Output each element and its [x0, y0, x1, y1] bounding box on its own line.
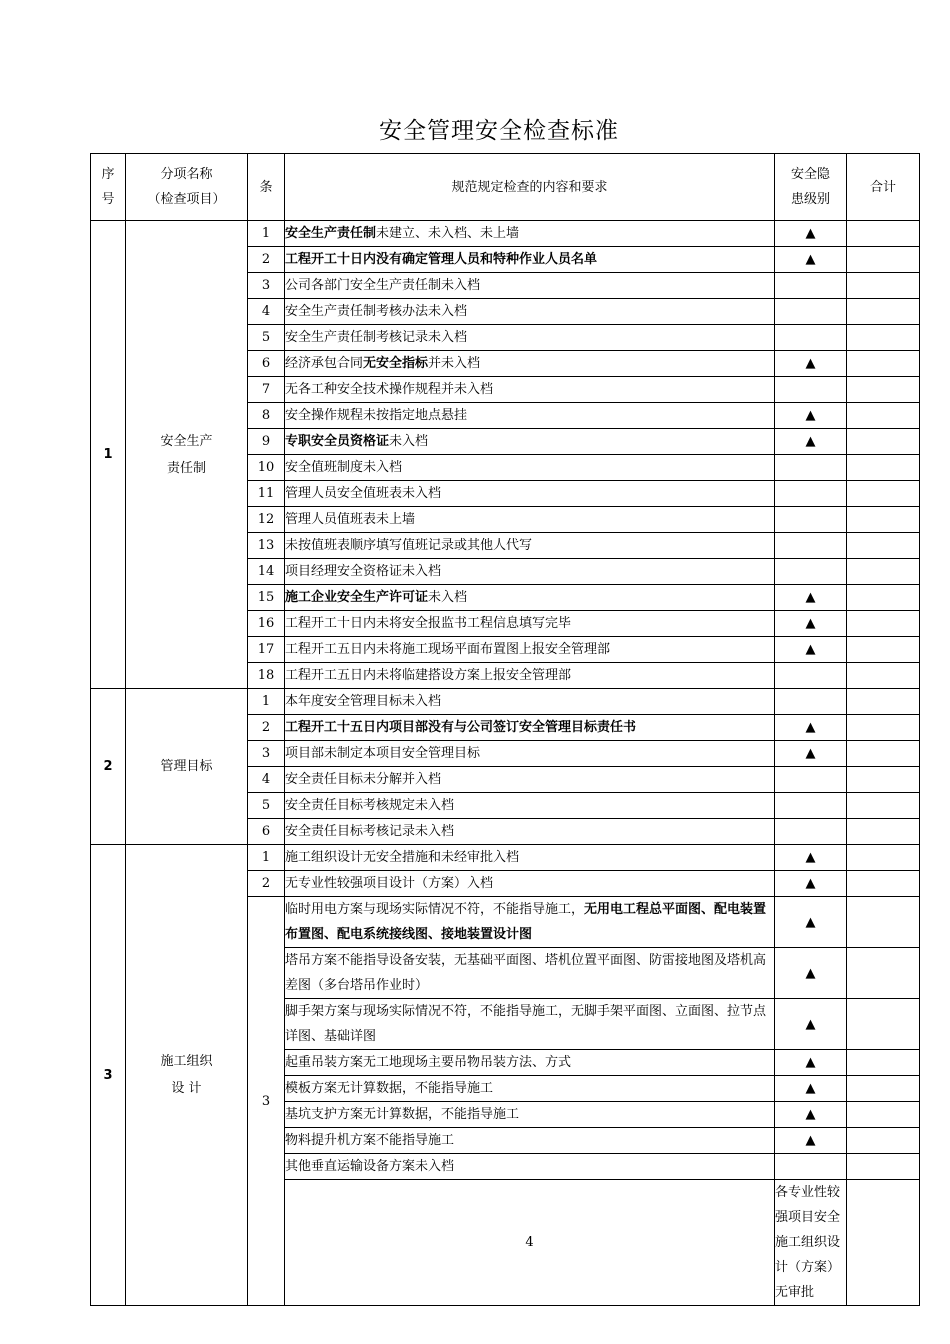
- clause-number: 10: [248, 455, 285, 481]
- requirement-fragment: 安全责任目标考核记录未入档: [285, 824, 455, 839]
- requirement-text: [285, 429, 775, 455]
- hazard-level-mark: [775, 1102, 847, 1128]
- requirement-text: [285, 637, 775, 663]
- triangle-marker-icon: ▲: [805, 1133, 816, 1148]
- total-cell: [847, 741, 920, 767]
- hazard-level-mark: [775, 325, 847, 351]
- total-cell: [847, 533, 920, 559]
- clause-number: 13: [248, 533, 285, 559]
- section-name: [126, 221, 248, 689]
- requirement-text: [285, 325, 775, 351]
- total-cell: [847, 845, 920, 871]
- hazard-level-mark: [775, 1128, 847, 1154]
- section-name-line: 安全生产: [160, 433, 213, 449]
- hazard-level-mark: [775, 1050, 847, 1076]
- hazard-level-mark: [775, 663, 847, 689]
- hazard-level-mark: [775, 715, 847, 741]
- clause-number: 14: [248, 559, 285, 585]
- table-row: [91, 689, 920, 715]
- triangle-marker-icon: ▲: [805, 720, 816, 735]
- requirement-text: [285, 741, 775, 767]
- total-cell: [847, 299, 920, 325]
- section-name-line: 施工组织: [160, 1054, 213, 1069]
- hazard-level-mark: [775, 585, 847, 611]
- requirement-fragment: 安全值班制度未入档: [285, 460, 403, 475]
- total-cell: [847, 1128, 920, 1154]
- requirement-text: [285, 351, 775, 377]
- triangle-marker-icon: ▲: [805, 226, 816, 241]
- section-name-line: 管理目标: [160, 759, 213, 774]
- requirement-fragment: 工程开工五日内未将临建搭设方案上报安全管理部: [285, 668, 572, 683]
- hazard-level-mark: [847, 1180, 920, 1306]
- total-cell: [847, 611, 920, 637]
- header-content: 规范规定检查的内容和要求: [285, 154, 775, 221]
- requirement-text: [285, 819, 775, 845]
- requirement-text: [285, 663, 775, 689]
- hazard-level-mark: [775, 845, 847, 871]
- clause-number: 6: [248, 819, 285, 845]
- triangle-marker-icon: ▲: [805, 1055, 816, 1070]
- total-cell: [847, 559, 920, 585]
- requirement-fragment: 未入档: [389, 434, 429, 449]
- requirement-text: [285, 481, 775, 507]
- requirement-text: [285, 455, 775, 481]
- requirement-fragment: 未入档: [428, 590, 468, 605]
- hazard-level-mark: [775, 403, 847, 429]
- triangle-marker-icon: ▲: [805, 616, 816, 631]
- total-cell: [847, 637, 920, 663]
- total-cell: [847, 377, 920, 403]
- total-cell: [847, 429, 920, 455]
- hazard-level-mark: [775, 819, 847, 845]
- table-body: [91, 221, 920, 1306]
- requirement-fragment: 脚手架方案与现场实际情况不符，不能指导施工，无脚手架平面图、立面图、拉节点详图、基础详图: [285, 1004, 767, 1044]
- requirement-fragment: 模板方案无计算数据，不能指导施工: [285, 1081, 494, 1096]
- triangle-marker-icon: ▲: [805, 914, 816, 930]
- hazard-level-mark: [775, 455, 847, 481]
- hazard-level-mark: [775, 611, 847, 637]
- total-cell: [847, 273, 920, 299]
- triangle-marker-icon: ▲: [805, 252, 816, 267]
- total-cell: [847, 221, 920, 247]
- clause-number: 3: [248, 273, 285, 299]
- requirement-text: [285, 611, 775, 637]
- total-cell: [847, 897, 920, 948]
- hazard-level-mark: [775, 507, 847, 533]
- requirement-fragment: 工程开工十五日内项目部没有与公司签订安全管理目标责任书: [285, 720, 637, 735]
- clause-number: 1: [248, 689, 285, 715]
- requirement-text: [285, 845, 775, 871]
- requirement-text: [285, 533, 775, 559]
- requirement-fragment: 管理人员安全值班表未入档: [285, 486, 442, 501]
- requirement-fragment: 施工企业安全生产许可证: [285, 590, 429, 605]
- total-cell: [847, 481, 920, 507]
- triangle-marker-icon: ▲: [805, 965, 816, 981]
- requirement-text: [285, 897, 775, 948]
- requirement-fragment: 工程开工五日内未将施工现场平面布置图上报安全管理部: [285, 642, 611, 657]
- total-cell: [847, 1076, 920, 1102]
- requirement-fragment: 未按值班表顺序填写值班记录或其他人代写: [285, 538, 533, 553]
- requirement-text: [285, 793, 775, 819]
- triangle-marker-icon: ▲: [805, 642, 816, 657]
- hazard-level-mark: [775, 299, 847, 325]
- triangle-marker-icon: ▲: [805, 1107, 816, 1122]
- hazard-level-mark: [775, 767, 847, 793]
- section-seq: 1: [91, 221, 126, 689]
- header-seq: 序 号: [91, 154, 126, 221]
- requirement-text: [285, 715, 775, 741]
- header-clause: 条: [248, 154, 285, 221]
- hazard-level-mark: [775, 689, 847, 715]
- requirement-fragment: 无用电工程总平面图、配电装置布置图、配电系统接线图、接地装置设计图: [285, 902, 767, 942]
- section-seq: 3: [91, 845, 126, 1306]
- requirement-fragment: 起重吊装方案无工地现场主要吊物吊装方法、方式: [285, 1055, 572, 1070]
- triangle-marker-icon: ▲: [805, 1081, 816, 1096]
- requirement-fragment: 未建立、未入档、未上墙: [376, 226, 520, 241]
- clause-number: 11: [248, 481, 285, 507]
- hazard-level-mark: [775, 948, 847, 999]
- requirement-fragment: 工程开工十日内未将安全报监书工程信息填写完毕: [285, 616, 572, 631]
- triangle-marker-icon: ▲: [805, 408, 816, 423]
- requirement-fragment: 安全责任目标未分解并入档: [285, 772, 442, 787]
- total-cell: [847, 689, 920, 715]
- hazard-level-mark: [775, 999, 847, 1050]
- total-cell: [847, 767, 920, 793]
- total-cell: [847, 819, 920, 845]
- hazard-level-mark: [775, 247, 847, 273]
- section-name-line: 设 计: [171, 1081, 202, 1096]
- hazard-level-mark: [775, 429, 847, 455]
- total-cell: [847, 1102, 920, 1128]
- clause-number: 17: [248, 637, 285, 663]
- requirement-text: [285, 1102, 775, 1128]
- requirement-fragment: 公司各部门安全生产责任制未入档: [285, 278, 481, 293]
- clause-number: 1: [248, 845, 285, 871]
- hazard-level-mark: [775, 559, 847, 585]
- section-name: [126, 845, 248, 1306]
- page-title: 安全管理安全检查标准: [379, 118, 619, 144]
- triangle-marker-icon: ▲: [805, 590, 816, 605]
- requirement-fragment: 本年度安全管理目标未入档: [285, 694, 442, 709]
- requirement-fragment: 基坑支护方案无计算数据，不能指导施工: [285, 1107, 520, 1122]
- clause-number: 12: [248, 507, 285, 533]
- requirement-text: [285, 948, 775, 999]
- hazard-level-mark: [775, 1076, 847, 1102]
- hazard-level-mark: [775, 533, 847, 559]
- total-cell: [847, 455, 920, 481]
- requirement-text: [285, 1050, 775, 1076]
- hazard-level-mark: [775, 481, 847, 507]
- hazard-level-mark: [775, 871, 847, 897]
- requirement-text: [285, 221, 775, 247]
- requirement-text: [285, 585, 775, 611]
- requirement-fragment: 无专业性较强项目设计（方案）入档: [285, 876, 494, 891]
- total-cell: [847, 403, 920, 429]
- requirement-text: [285, 403, 775, 429]
- clause-number: 8: [248, 403, 285, 429]
- clause-number: 9: [248, 429, 285, 455]
- requirement-fragment: 物料提升机方案不能指导施工: [285, 1133, 455, 1148]
- total-cell: [847, 663, 920, 689]
- total-cell: [847, 871, 920, 897]
- total-cell: [847, 351, 920, 377]
- clause-number: 5: [248, 793, 285, 819]
- requirement-fragment: 安全生产责任制考核办法未入档: [285, 304, 468, 319]
- total-cell: [847, 1050, 920, 1076]
- clause-number: 2: [248, 715, 285, 741]
- requirement-fragment: 项目经理安全资格证未入档: [285, 564, 442, 579]
- clause-number: 15: [248, 585, 285, 611]
- table-row: [91, 845, 920, 871]
- total-cell: [847, 585, 920, 611]
- requirement-text: [285, 559, 775, 585]
- clause-number: 4: [285, 1180, 775, 1306]
- hazard-level-mark: [775, 637, 847, 663]
- clause-number: 3: [248, 741, 285, 767]
- header-total: 合计: [847, 154, 920, 221]
- inspection-standard-table: [90, 153, 920, 1306]
- clause-number: 7: [248, 377, 285, 403]
- hazard-level-mark: [775, 897, 847, 948]
- requirement-fragment: 塔吊方案不能指导设备安装，无基础平面图、塔机位置平面图、防雷接地图及塔机高差图（多台塔吊作业时）: [285, 953, 767, 993]
- hazard-level-mark: [775, 377, 847, 403]
- section-name: [126, 689, 248, 845]
- requirement-text: [285, 247, 775, 273]
- clause-number: 2: [248, 871, 285, 897]
- requirement-text: [285, 689, 775, 715]
- header-item-name: 分项名称 （检查项目）: [126, 154, 248, 221]
- total-cell: [847, 999, 920, 1050]
- requirement-text: [285, 273, 775, 299]
- section-seq: 2: [91, 689, 126, 845]
- clause-number: 4: [248, 767, 285, 793]
- requirement-fragment: 无各工种安全技术操作规程并未入档: [285, 382, 494, 397]
- requirement-fragment: 无安全指标: [363, 356, 429, 371]
- clause-number: 2: [248, 247, 285, 273]
- requirement-fragment: 安全生产责任制考核记录未入档: [285, 330, 468, 345]
- triangle-marker-icon: ▲: [805, 1016, 816, 1032]
- requirement-text: [285, 767, 775, 793]
- triangle-marker-icon: ▲: [805, 876, 816, 891]
- requirement-fragment: 专职安全员资格证: [285, 434, 390, 449]
- hazard-level-mark: [775, 221, 847, 247]
- clause-number: 6: [248, 351, 285, 377]
- requirement-text: [285, 1076, 775, 1102]
- header-hazard-level: 安全隐 患级别: [775, 154, 847, 221]
- clause-number: 3: [248, 897, 285, 1306]
- clause-number: 5: [248, 325, 285, 351]
- requirement-fragment: 安全生产责任制: [285, 226, 377, 241]
- triangle-marker-icon: ▲: [805, 434, 816, 449]
- requirement-fragment: 工程开工十日内没有确定管理人员和特种作业人员名单: [285, 252, 598, 267]
- requirement-text: [285, 1128, 775, 1154]
- clause-number: 1: [248, 221, 285, 247]
- requirement-fragment: 其他垂直运输设备方案未入档: [285, 1159, 455, 1174]
- triangle-marker-icon: ▲: [805, 850, 816, 865]
- hazard-level-mark: [775, 741, 847, 767]
- requirement-text: [285, 999, 775, 1050]
- requirement-text: [285, 507, 775, 533]
- requirement-fragment: 管理人员值班表未上墙: [285, 512, 416, 527]
- triangle-marker-icon: ▲: [805, 356, 816, 371]
- total-cell: [847, 507, 920, 533]
- requirement-text: [285, 1154, 775, 1180]
- requirement-text: [285, 299, 775, 325]
- requirement-fragment: 临时用电方案与现场实际情况不符，不能指导施工，: [285, 902, 585, 917]
- clause-number: 16: [248, 611, 285, 637]
- clause-number: 18: [248, 663, 285, 689]
- total-cell: [847, 715, 920, 741]
- requirement-fragment: 项目部未制定本项目安全管理目标: [285, 746, 481, 761]
- requirement-text: [775, 1180, 847, 1306]
- section-name-line: 责任制: [166, 460, 206, 476]
- total-cell: [847, 1154, 920, 1180]
- total-cell: [847, 793, 920, 819]
- header-row: [91, 154, 920, 221]
- requirement-text: [285, 377, 775, 403]
- clause-number: 4: [248, 299, 285, 325]
- requirement-fragment: 各专业性较强项目安全施工组织设计（方案）无审批: [775, 1185, 841, 1300]
- requirement-fragment: 并未入档: [428, 356, 481, 371]
- total-cell: [847, 948, 920, 999]
- requirement-fragment: 安全操作规程未按指定地点悬挂: [285, 408, 468, 423]
- hazard-level-mark: [775, 351, 847, 377]
- hazard-level-mark: [775, 273, 847, 299]
- hazard-level-mark: [775, 793, 847, 819]
- requirement-fragment: 经济承包合同: [285, 356, 364, 371]
- total-cell: [847, 325, 920, 351]
- total-cell: [847, 247, 920, 273]
- table-row: [91, 221, 920, 247]
- triangle-marker-icon: ▲: [805, 746, 816, 761]
- requirement-fragment: 施工组织设计无安全措施和未经审批入档: [285, 850, 520, 865]
- requirement-text: [285, 871, 775, 897]
- requirement-fragment: 安全责任目标考核规定未入档: [285, 798, 455, 813]
- hazard-level-mark: [775, 1154, 847, 1180]
